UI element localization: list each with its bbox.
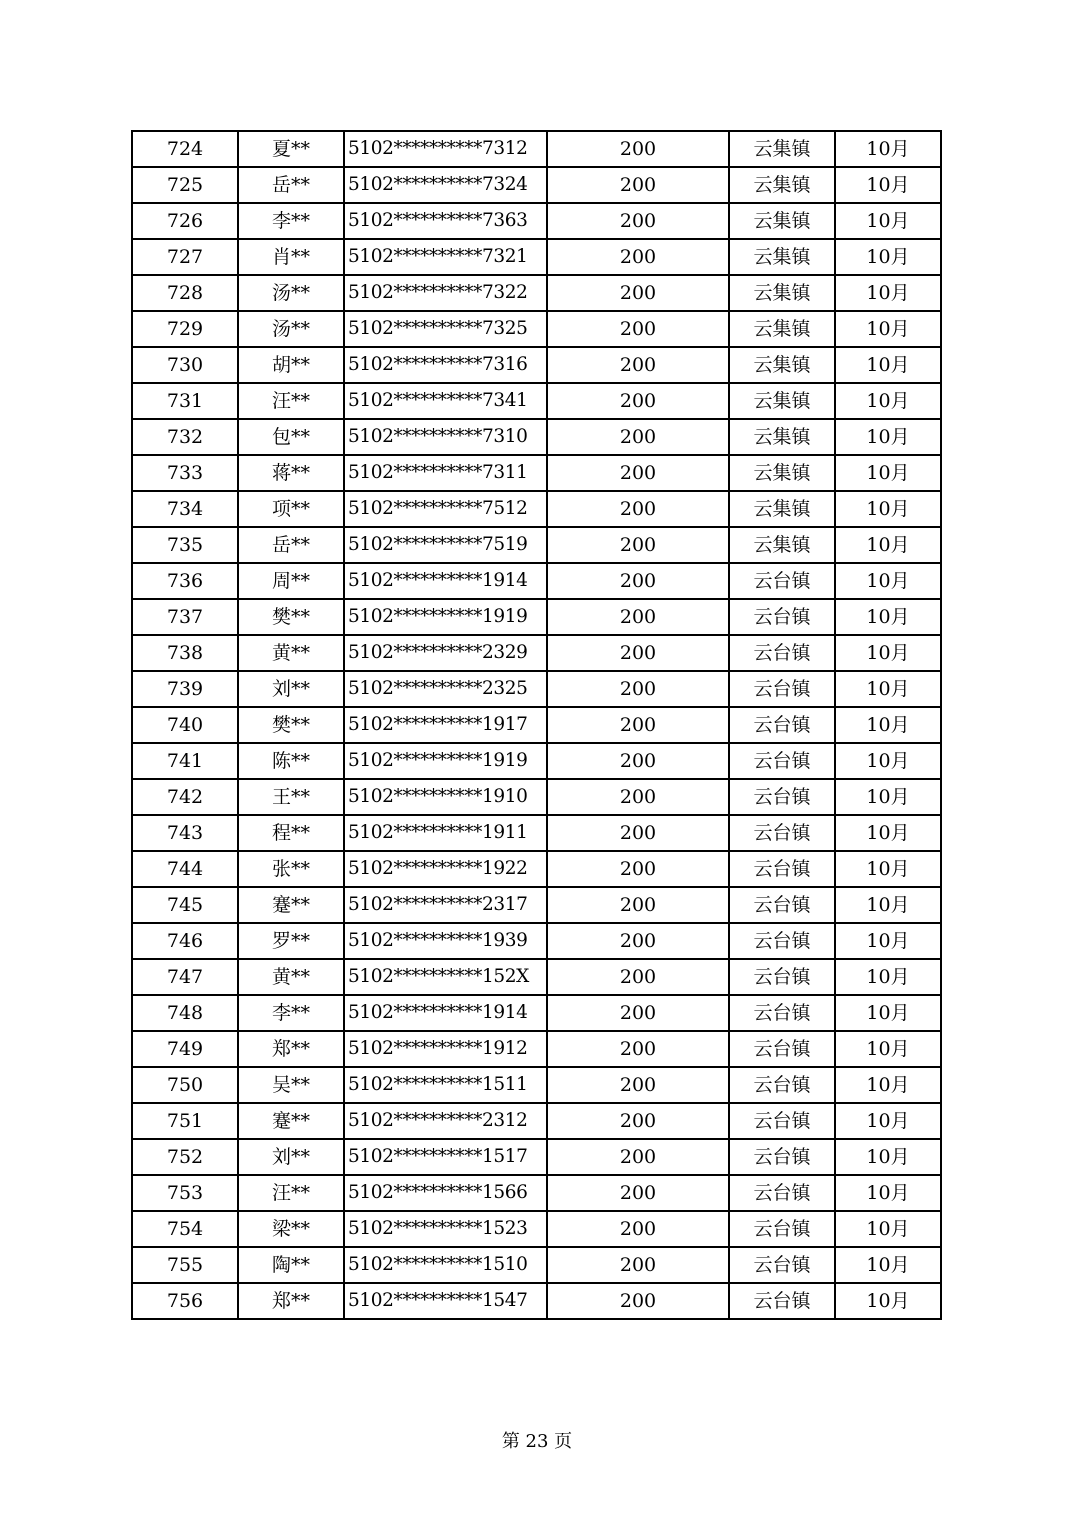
name-cell: 陶** <box>238 1247 344 1283</box>
table-row <box>132 1175 941 1211</box>
row-number-cell: 734 <box>132 491 238 527</box>
table-row <box>132 743 941 779</box>
month-cell: 10月 <box>835 1283 941 1319</box>
id-number-cell: 5102**********7322 <box>344 275 547 311</box>
town-cell: 云集镇 <box>729 347 835 383</box>
row-number-cell: 752 <box>132 1139 238 1175</box>
row-number-cell: 727 <box>132 239 238 275</box>
table-row <box>132 419 941 455</box>
id-number-cell: 5102**********1510 <box>344 1247 547 1283</box>
month-cell: 10月 <box>835 779 941 815</box>
table-row <box>132 1211 941 1247</box>
town-cell: 云台镇 <box>729 851 835 887</box>
name-cell: 李** <box>238 995 344 1031</box>
amount-cell: 200 <box>547 455 729 491</box>
town-cell: 云台镇 <box>729 599 835 635</box>
town-cell: 云台镇 <box>729 959 835 995</box>
name-cell: 岳** <box>238 167 344 203</box>
amount-cell: 200 <box>547 563 729 599</box>
amount-cell: 200 <box>547 671 729 707</box>
row-number-cell: 746 <box>132 923 238 959</box>
name-cell: 胡** <box>238 347 344 383</box>
table-row <box>132 167 941 203</box>
row-number-cell: 726 <box>132 203 238 239</box>
month-cell: 10月 <box>835 635 941 671</box>
amount-cell: 200 <box>547 959 729 995</box>
town-cell: 云台镇 <box>729 1139 835 1175</box>
month-cell: 10月 <box>835 1031 941 1067</box>
amount-cell: 200 <box>547 491 729 527</box>
row-number-cell: 732 <box>132 419 238 455</box>
month-cell: 10月 <box>835 995 941 1031</box>
row-number-cell: 728 <box>132 275 238 311</box>
month-cell: 10月 <box>835 707 941 743</box>
month-cell: 10月 <box>835 671 941 707</box>
month-cell: 10月 <box>835 239 941 275</box>
town-cell: 云台镇 <box>729 779 835 815</box>
id-number-cell: 5102**********7310 <box>344 419 547 455</box>
month-cell: 10月 <box>835 1067 941 1103</box>
row-number-cell: 742 <box>132 779 238 815</box>
table-row <box>132 779 941 815</box>
month-cell: 10月 <box>835 1175 941 1211</box>
name-cell: 汤** <box>238 311 344 347</box>
name-cell: 樊** <box>238 707 344 743</box>
id-number-cell: 5102**********1911 <box>344 815 547 851</box>
row-number-cell: 741 <box>132 743 238 779</box>
id-number-cell: 5102**********1566 <box>344 1175 547 1211</box>
month-cell: 10月 <box>835 851 941 887</box>
town-cell: 云台镇 <box>729 1283 835 1319</box>
row-number-cell: 731 <box>132 383 238 419</box>
town-cell: 云台镇 <box>729 815 835 851</box>
row-number-cell: 745 <box>132 887 238 923</box>
town-cell: 云集镇 <box>729 239 835 275</box>
id-number-cell: 5102**********1511 <box>344 1067 547 1103</box>
town-cell: 云台镇 <box>729 887 835 923</box>
month-cell: 10月 <box>835 743 941 779</box>
town-cell: 云台镇 <box>729 923 835 959</box>
row-number-cell: 755 <box>132 1247 238 1283</box>
amount-cell: 200 <box>547 635 729 671</box>
id-number-cell: 5102**********7341 <box>344 383 547 419</box>
table-row <box>132 563 941 599</box>
amount-cell: 200 <box>547 995 729 1031</box>
town-cell: 云台镇 <box>729 1175 835 1211</box>
table-row <box>132 1139 941 1175</box>
id-number-cell: 5102**********1914 <box>344 995 547 1031</box>
amount-cell: 200 <box>547 599 729 635</box>
name-cell: 汪** <box>238 383 344 419</box>
month-cell: 10月 <box>835 1139 941 1175</box>
id-number-cell: 5102**********7512 <box>344 491 547 527</box>
id-number-cell: 5102**********1912 <box>344 1031 547 1067</box>
row-number-cell: 750 <box>132 1067 238 1103</box>
month-cell: 10月 <box>835 1103 941 1139</box>
amount-cell: 200 <box>547 131 729 167</box>
id-number-cell: 5102**********7363 <box>344 203 547 239</box>
name-cell: 夏** <box>238 131 344 167</box>
name-cell: 陈** <box>238 743 344 779</box>
town-cell: 云集镇 <box>729 203 835 239</box>
month-cell: 10月 <box>835 1247 941 1283</box>
row-number-cell: 751 <box>132 1103 238 1139</box>
table-row <box>132 959 941 995</box>
table-row <box>132 923 941 959</box>
amount-cell: 200 <box>547 1247 729 1283</box>
id-number-cell: 5102**********152X <box>344 959 547 995</box>
page-number: 第 23 页 <box>501 1431 573 1452</box>
id-number-cell: 5102**********2329 <box>344 635 547 671</box>
month-cell: 10月 <box>835 959 941 995</box>
row-number-cell: 748 <box>132 995 238 1031</box>
id-number-cell: 5102**********7316 <box>344 347 547 383</box>
row-number-cell: 749 <box>132 1031 238 1067</box>
row-number-cell: 739 <box>132 671 238 707</box>
month-cell: 10月 <box>835 455 941 491</box>
town-cell: 云台镇 <box>729 743 835 779</box>
id-number-cell: 5102**********2325 <box>344 671 547 707</box>
name-cell: 包** <box>238 419 344 455</box>
row-number-cell: 737 <box>132 599 238 635</box>
name-cell: 肖** <box>238 239 344 275</box>
town-cell: 云台镇 <box>729 1247 835 1283</box>
table-row <box>132 995 941 1031</box>
town-cell: 云集镇 <box>729 455 835 491</box>
town-cell: 云台镇 <box>729 1103 835 1139</box>
amount-cell: 200 <box>547 275 729 311</box>
month-cell: 10月 <box>835 491 941 527</box>
amount-cell: 200 <box>547 743 729 779</box>
amount-cell: 200 <box>547 239 729 275</box>
id-number-cell: 5102**********1917 <box>344 707 547 743</box>
amount-cell: 200 <box>547 347 729 383</box>
id-number-cell: 5102**********7311 <box>344 455 547 491</box>
amount-cell: 200 <box>547 1139 729 1175</box>
table-row <box>132 707 941 743</box>
month-cell: 10月 <box>835 527 941 563</box>
id-number-cell: 5102**********2317 <box>344 887 547 923</box>
name-cell: 刘** <box>238 1139 344 1175</box>
name-cell: 周** <box>238 563 344 599</box>
id-number-cell: 5102**********1939 <box>344 923 547 959</box>
id-number-cell: 5102**********7312 <box>344 131 547 167</box>
id-number-cell: 5102**********1919 <box>344 599 547 635</box>
name-cell: 蒋** <box>238 455 344 491</box>
month-cell: 10月 <box>835 815 941 851</box>
name-cell: 刘** <box>238 671 344 707</box>
table-row <box>132 311 941 347</box>
row-number-cell: 743 <box>132 815 238 851</box>
row-number-cell: 725 <box>132 167 238 203</box>
amount-cell: 200 <box>547 527 729 563</box>
table-row <box>132 455 941 491</box>
amount-cell: 200 <box>547 383 729 419</box>
record-table-body <box>132 131 941 1319</box>
row-number-cell: 733 <box>132 455 238 491</box>
table-row <box>132 635 941 671</box>
id-number-cell: 5102**********2312 <box>344 1103 547 1139</box>
amount-cell: 200 <box>547 1211 729 1247</box>
amount-cell: 200 <box>547 707 729 743</box>
table-row <box>132 1103 941 1139</box>
month-cell: 10月 <box>835 1211 941 1247</box>
row-number-cell: 747 <box>132 959 238 995</box>
name-cell: 黄** <box>238 959 344 995</box>
row-number-cell: 740 <box>132 707 238 743</box>
table-row <box>132 383 941 419</box>
town-cell: 云集镇 <box>729 275 835 311</box>
amount-cell: 200 <box>547 203 729 239</box>
name-cell: 吴** <box>238 1067 344 1103</box>
name-cell: 蹇** <box>238 1103 344 1139</box>
amount-cell: 200 <box>547 1031 729 1067</box>
month-cell: 10月 <box>835 383 941 419</box>
amount-cell: 200 <box>547 923 729 959</box>
record-table <box>131 130 942 1320</box>
table-row <box>132 599 941 635</box>
month-cell: 10月 <box>835 563 941 599</box>
table-row <box>132 203 941 239</box>
table-row <box>132 1031 941 1067</box>
id-number-cell: 5102**********7321 <box>344 239 547 275</box>
month-cell: 10月 <box>835 347 941 383</box>
amount-cell: 200 <box>547 887 729 923</box>
month-cell: 10月 <box>835 311 941 347</box>
id-number-cell: 5102**********1517 <box>344 1139 547 1175</box>
table-row <box>132 239 941 275</box>
amount-cell: 200 <box>547 167 729 203</box>
table-row <box>132 887 941 923</box>
name-cell: 郑** <box>238 1283 344 1319</box>
month-cell: 10月 <box>835 419 941 455</box>
amount-cell: 200 <box>547 1283 729 1319</box>
town-cell: 云集镇 <box>729 131 835 167</box>
id-number-cell: 5102**********7325 <box>344 311 547 347</box>
row-number-cell: 736 <box>132 563 238 599</box>
town-cell: 云台镇 <box>729 1067 835 1103</box>
row-number-cell: 753 <box>132 1175 238 1211</box>
row-number-cell: 724 <box>132 131 238 167</box>
month-cell: 10月 <box>835 887 941 923</box>
month-cell: 10月 <box>835 599 941 635</box>
table-row <box>132 851 941 887</box>
town-cell: 云台镇 <box>729 563 835 599</box>
name-cell: 蹇** <box>238 887 344 923</box>
table-row <box>132 275 941 311</box>
amount-cell: 200 <box>547 311 729 347</box>
table-row <box>132 671 941 707</box>
town-cell: 云集镇 <box>729 167 835 203</box>
town-cell: 云台镇 <box>729 1031 835 1067</box>
table-row <box>132 527 941 563</box>
town-cell: 云台镇 <box>729 995 835 1031</box>
id-number-cell: 5102**********1547 <box>344 1283 547 1319</box>
table-row <box>132 1067 941 1103</box>
name-cell: 王** <box>238 779 344 815</box>
id-number-cell: 5102**********7519 <box>344 527 547 563</box>
name-cell: 张** <box>238 851 344 887</box>
month-cell: 10月 <box>835 167 941 203</box>
name-cell: 程** <box>238 815 344 851</box>
name-cell: 汤** <box>238 275 344 311</box>
name-cell: 樊** <box>238 599 344 635</box>
name-cell: 李** <box>238 203 344 239</box>
table-row <box>132 1283 941 1319</box>
row-number-cell: 735 <box>132 527 238 563</box>
town-cell: 云台镇 <box>729 671 835 707</box>
row-number-cell: 729 <box>132 311 238 347</box>
id-number-cell: 5102**********7324 <box>344 167 547 203</box>
town-cell: 云集镇 <box>729 311 835 347</box>
amount-cell: 200 <box>547 419 729 455</box>
table-row <box>132 815 941 851</box>
id-number-cell: 5102**********1914 <box>344 563 547 599</box>
name-cell: 汪** <box>238 1175 344 1211</box>
id-number-cell: 5102**********1523 <box>344 1211 547 1247</box>
town-cell: 云台镇 <box>729 1211 835 1247</box>
amount-cell: 200 <box>547 815 729 851</box>
month-cell: 10月 <box>835 275 941 311</box>
table-row <box>132 347 941 383</box>
name-cell: 岳** <box>238 527 344 563</box>
town-cell: 云集镇 <box>729 527 835 563</box>
town-cell: 云集镇 <box>729 491 835 527</box>
row-number-cell: 744 <box>132 851 238 887</box>
id-number-cell: 5102**********1919 <box>344 743 547 779</box>
amount-cell: 200 <box>547 851 729 887</box>
id-number-cell: 5102**********1922 <box>344 851 547 887</box>
month-cell: 10月 <box>835 923 941 959</box>
table-row <box>132 1247 941 1283</box>
row-number-cell: 730 <box>132 347 238 383</box>
name-cell: 梁** <box>238 1211 344 1247</box>
table-row <box>132 491 941 527</box>
table-row <box>132 131 941 167</box>
amount-cell: 200 <box>547 1103 729 1139</box>
amount-cell: 200 <box>547 1067 729 1103</box>
month-cell: 10月 <box>835 131 941 167</box>
row-number-cell: 756 <box>132 1283 238 1319</box>
amount-cell: 200 <box>547 1175 729 1211</box>
town-cell: 云台镇 <box>729 707 835 743</box>
id-number-cell: 5102**********1910 <box>344 779 547 815</box>
amount-cell: 200 <box>547 779 729 815</box>
name-cell: 项** <box>238 491 344 527</box>
name-cell: 郑** <box>238 1031 344 1067</box>
town-cell: 云集镇 <box>729 419 835 455</box>
town-cell: 云集镇 <box>729 383 835 419</box>
row-number-cell: 738 <box>132 635 238 671</box>
name-cell: 黄** <box>238 635 344 671</box>
name-cell: 罗** <box>238 923 344 959</box>
town-cell: 云台镇 <box>729 635 835 671</box>
month-cell: 10月 <box>835 203 941 239</box>
row-number-cell: 754 <box>132 1211 238 1247</box>
